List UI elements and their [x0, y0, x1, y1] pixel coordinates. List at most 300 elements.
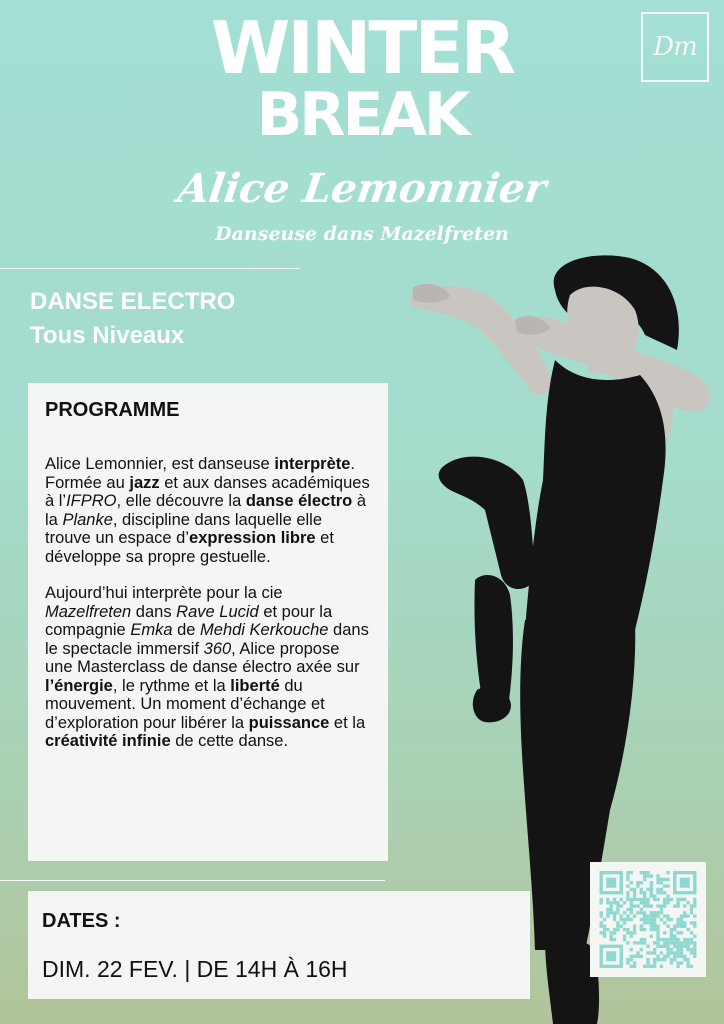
dates-value: DIM. 22 FEV. | DE 14H À 16H — [42, 956, 348, 982]
qr-module — [640, 941, 643, 944]
qr-module — [683, 938, 686, 941]
qr-module — [636, 884, 639, 887]
qr-module — [666, 925, 669, 928]
qr-module — [690, 921, 693, 924]
qr-module — [616, 904, 619, 907]
qr-module — [606, 914, 609, 917]
qr-module — [660, 965, 663, 968]
qr-module — [633, 894, 636, 897]
qr-module — [620, 925, 623, 928]
qr-module — [693, 955, 696, 958]
qr-module — [663, 891, 666, 894]
qr-module — [690, 941, 693, 944]
qr-module — [600, 931, 603, 934]
qr-module — [623, 918, 626, 921]
qr-module — [683, 911, 686, 914]
qr-module — [690, 965, 693, 968]
text-run: dans le spectacle immersif — [45, 621, 369, 658]
qr-module — [686, 965, 689, 968]
qr-module — [623, 938, 626, 941]
qr-module — [663, 898, 666, 901]
qr-module — [626, 918, 629, 921]
qr-module — [633, 961, 636, 964]
qr-module — [616, 928, 619, 931]
qr-module — [610, 931, 613, 934]
qr-module — [666, 901, 669, 904]
qr-module — [656, 931, 659, 934]
qr-module — [610, 935, 613, 938]
qr-module — [656, 945, 659, 948]
qr-module — [656, 914, 659, 917]
qr-module — [626, 878, 629, 881]
qr-module — [690, 951, 693, 954]
qr-module — [690, 931, 693, 934]
qr-module — [626, 914, 629, 917]
qr-module — [676, 948, 679, 951]
qr-module — [676, 945, 679, 948]
text-run: de cette danse. — [170, 732, 289, 750]
qr-module — [640, 928, 643, 931]
text-run: Rave Lucid — [176, 602, 259, 621]
dance-style: DANSE ELECTRO — [30, 288, 236, 315]
qr-module — [680, 948, 683, 951]
qr-module — [686, 961, 689, 964]
program-panel — [28, 383, 388, 861]
qr-module — [606, 911, 609, 914]
qr-module — [693, 951, 696, 954]
qr-module — [646, 958, 649, 961]
qr-module — [673, 955, 676, 958]
qr-module — [640, 948, 643, 951]
qr-module — [680, 898, 683, 901]
qr-module — [670, 941, 673, 944]
qr-module — [673, 935, 676, 938]
qr-module — [640, 881, 643, 884]
qr-module — [656, 878, 659, 881]
qr-module — [660, 938, 663, 941]
qr-module — [686, 945, 689, 948]
qr-module — [610, 904, 613, 907]
qr-module — [643, 898, 646, 901]
qr-module — [693, 945, 696, 948]
qr-module — [616, 925, 619, 928]
qr-module — [643, 928, 646, 931]
qr-module — [633, 914, 636, 917]
text-run: IFPRO — [66, 492, 117, 510]
qr-module — [670, 898, 673, 901]
qr-module — [623, 921, 626, 924]
qr-module — [630, 918, 633, 921]
qr-module — [640, 938, 643, 941]
qr-module — [653, 898, 656, 901]
qr-module — [650, 951, 653, 954]
text-run: et pour la compagnie — [45, 602, 333, 639]
qr-module — [686, 941, 689, 944]
qr-module — [656, 925, 659, 928]
text-run: et aux danses académiques à l’ — [45, 473, 370, 510]
qr-module — [680, 945, 683, 948]
qr-module — [683, 941, 686, 944]
qr-module — [663, 958, 666, 961]
qr-module — [656, 891, 659, 894]
qr-module — [633, 931, 636, 934]
qr-module — [613, 918, 616, 921]
qr-module — [680, 925, 683, 928]
qr-module — [660, 911, 663, 914]
qr-module — [630, 881, 633, 884]
qr-module — [663, 921, 666, 924]
qr-module — [650, 965, 653, 968]
qr-module — [690, 904, 693, 907]
qr-module — [686, 914, 689, 917]
qr-module — [693, 921, 696, 924]
qr-module — [620, 914, 623, 917]
qr-module — [653, 914, 656, 917]
qr-module — [683, 904, 686, 907]
qr-module — [653, 941, 656, 944]
qr-module — [643, 878, 646, 881]
qr-module — [676, 961, 679, 964]
qr-module — [636, 881, 639, 884]
qr-module — [616, 911, 619, 914]
qr-module — [653, 918, 656, 921]
qr-module — [666, 898, 669, 901]
qr-module — [683, 898, 686, 901]
qr-module — [616, 901, 619, 904]
qr-module — [660, 908, 663, 911]
qr-module — [670, 961, 673, 964]
qr-module — [670, 918, 673, 921]
qr-module — [663, 901, 666, 904]
qr-module — [686, 958, 689, 961]
qr-module — [670, 938, 673, 941]
qr-module — [656, 898, 659, 901]
qr-module — [676, 931, 679, 934]
qr-module — [646, 888, 649, 891]
qr-module — [613, 914, 616, 917]
text-run: danse électro — [245, 492, 353, 510]
qr-module — [643, 904, 646, 907]
qr-module — [643, 911, 646, 914]
qr-module — [636, 904, 639, 907]
qr-module — [636, 898, 639, 901]
qr-module — [620, 918, 623, 921]
text-run: liberté — [230, 676, 280, 695]
qr-module — [666, 951, 669, 954]
qr-module — [666, 941, 669, 944]
qr-module — [653, 928, 656, 931]
qr-module — [630, 911, 633, 914]
qr-module — [650, 921, 653, 924]
qr-module — [693, 914, 696, 917]
qr-module — [600, 925, 603, 928]
qr-module — [656, 935, 659, 938]
qr-module — [603, 931, 606, 934]
qr-module — [656, 938, 659, 941]
qr-module — [606, 901, 609, 904]
qr-module — [640, 925, 643, 928]
qr-module — [656, 941, 659, 944]
qr-module — [653, 911, 656, 914]
logo-text: Dm — [653, 32, 697, 62]
qr-module — [643, 874, 646, 877]
qr-module — [693, 948, 696, 951]
qr-module — [656, 958, 659, 961]
qr-module — [636, 955, 639, 958]
qr-module — [600, 911, 603, 914]
qr-module — [663, 904, 666, 907]
qr-module — [666, 918, 669, 921]
qr-module — [633, 891, 636, 894]
qr-module — [626, 908, 629, 911]
qr-module — [640, 901, 643, 904]
qr-module — [673, 925, 676, 928]
qr-module — [643, 901, 646, 904]
qr-module — [666, 914, 669, 917]
qr-module — [640, 908, 643, 911]
qr-module — [646, 914, 649, 917]
qr-module — [630, 871, 633, 874]
qr-module — [680, 921, 683, 924]
qr-module — [610, 908, 613, 911]
title-line-1: WINTER — [210, 6, 514, 90]
qr-module — [680, 941, 683, 944]
qr-module — [660, 951, 663, 954]
text-run: , le rythme et la — [112, 676, 231, 695]
qr-module — [693, 898, 696, 901]
title-line-2: BREAK — [256, 80, 468, 150]
qr-module — [660, 881, 663, 884]
qr-module — [613, 901, 616, 904]
qr-module — [676, 921, 679, 924]
qr-module — [686, 901, 689, 904]
qr-module — [683, 955, 686, 958]
text-run: dans — [131, 602, 177, 621]
qr-module — [630, 931, 633, 934]
qr-module — [650, 891, 653, 894]
text-run: Alice Lemonnier, est danseuse — [45, 455, 275, 473]
qr-module — [670, 935, 673, 938]
qr-module — [606, 928, 609, 931]
qr-module — [600, 921, 603, 924]
qr-module — [666, 894, 669, 897]
qr-module — [683, 958, 686, 961]
qr-module — [603, 935, 606, 938]
qr-module — [683, 925, 686, 928]
qr-module — [680, 918, 683, 921]
qr-module — [616, 921, 619, 924]
qr-module — [616, 908, 619, 911]
qr-module — [656, 888, 659, 891]
qr-module — [626, 898, 629, 901]
text-run: et développe sa propre gestuelle. — [45, 529, 334, 566]
text-run: 360 — [203, 639, 232, 658]
qr-module — [643, 938, 646, 941]
qr-module — [606, 898, 609, 901]
text-run: , Alice propose une Masterclass de danse électro axée sur — [45, 639, 360, 676]
qr-module — [606, 908, 609, 911]
qr-module — [626, 941, 629, 944]
qr-module — [683, 921, 686, 924]
qr-module — [650, 928, 653, 931]
qr-module — [660, 958, 663, 961]
qr-module — [656, 874, 659, 877]
qr-module — [686, 948, 689, 951]
qr-module — [650, 884, 653, 887]
qr-module — [646, 965, 649, 968]
qr-module — [630, 888, 633, 891]
qr-module — [693, 941, 696, 944]
qr-module — [630, 935, 633, 938]
qr-module — [676, 901, 679, 904]
qr-module — [643, 941, 646, 944]
qr-module — [626, 871, 629, 874]
qr-module — [656, 955, 659, 958]
qr-module — [646, 871, 649, 874]
qr-module — [650, 888, 653, 891]
program-paragraph-2 — [45, 584, 370, 751]
qr-module — [620, 904, 623, 907]
qr-module — [663, 878, 666, 881]
qr-module — [656, 881, 659, 884]
qr-module — [600, 898, 603, 901]
qr-module — [673, 945, 676, 948]
text-run: Emka — [130, 621, 173, 639]
qr-module — [603, 918, 606, 921]
qr-module — [663, 945, 666, 948]
qr-module — [633, 941, 636, 944]
qr-module — [646, 898, 649, 901]
qr-module — [666, 955, 669, 958]
qr-module — [653, 965, 656, 968]
text-run: l’énergie — [45, 676, 113, 695]
qr-module — [626, 931, 629, 934]
qr-module — [640, 955, 643, 958]
qr-module — [603, 928, 606, 931]
qr-module — [683, 914, 686, 917]
qr-module — [640, 911, 643, 914]
qr-module — [676, 925, 679, 928]
qr-module — [673, 958, 676, 961]
qr-module — [650, 881, 653, 884]
qr-module — [693, 901, 696, 904]
qr-module — [640, 871, 643, 874]
qr-module — [630, 955, 633, 958]
qr-module — [670, 931, 673, 934]
qr-module — [690, 948, 693, 951]
qr-module — [680, 951, 683, 954]
text-run: à la — [45, 492, 366, 529]
qr-code-graphic — [599, 871, 697, 968]
program-heading: PROGRAMME — [45, 399, 180, 421]
qr-module — [610, 901, 613, 904]
qr-module — [666, 878, 669, 881]
text-run: Mazelfreten — [45, 602, 132, 621]
qr-module — [650, 904, 653, 907]
qr-module — [613, 928, 616, 931]
qr-module — [683, 945, 686, 948]
qr-module — [670, 948, 673, 951]
qr-module — [646, 904, 649, 907]
qr-module — [650, 914, 653, 917]
qr-module — [666, 938, 669, 941]
qr-module — [623, 928, 626, 931]
text-run: , discipline dans laquelle elle trouve un espace d’ — [45, 510, 323, 547]
qr-module — [673, 938, 676, 941]
qr-module — [693, 925, 696, 928]
qr-module — [690, 911, 693, 914]
qr-module — [653, 894, 656, 897]
qr-module — [623, 901, 626, 904]
qr-module — [626, 958, 629, 961]
qr-module — [633, 965, 636, 968]
text-run: Mehdi Kerkouche — [200, 621, 329, 639]
qr-module — [626, 894, 629, 897]
qr-module — [640, 888, 643, 891]
text-run: créativité infinie — [45, 732, 171, 750]
qr-module — [650, 925, 653, 928]
qr-module — [666, 945, 669, 948]
text-run: expression libre — [189, 529, 316, 547]
qr-module — [653, 925, 656, 928]
qr-module — [630, 898, 633, 901]
qr-module — [650, 911, 653, 914]
qr-module — [633, 955, 636, 958]
qr-module — [650, 935, 653, 938]
qr-module — [623, 935, 626, 938]
qr-module — [653, 958, 656, 961]
qr-module — [640, 891, 643, 894]
text-run: du mouvement. Un moment d’échange et d’exploration pour libérer la — [45, 676, 325, 732]
qr-module — [656, 928, 659, 931]
qr-module — [673, 941, 676, 944]
qr-module — [613, 911, 616, 914]
text-run: jazz — [129, 473, 160, 492]
qr-module — [653, 921, 656, 924]
qr-module — [660, 888, 663, 891]
qr-module — [610, 911, 613, 914]
qr-module — [676, 938, 679, 941]
qr-module — [656, 904, 659, 907]
qr-module — [636, 941, 639, 944]
qr-module — [643, 894, 646, 897]
qr-module — [613, 898, 616, 901]
qr-module — [680, 914, 683, 917]
qr-module — [633, 888, 636, 891]
qr-module — [646, 918, 649, 921]
qr-module — [680, 878, 690, 888]
qr-module — [610, 938, 613, 941]
qr-module — [673, 904, 676, 907]
qr-module — [600, 914, 603, 917]
divider-top — [0, 268, 300, 269]
text-run: Planke — [62, 510, 113, 529]
qr-code-icon[interactable] — [590, 862, 706, 977]
qr-module — [680, 961, 683, 964]
qr-module — [676, 941, 679, 944]
qr-module — [630, 908, 633, 911]
qr-module — [660, 904, 663, 907]
qr-module — [650, 894, 653, 897]
artist-name: Alice Lemonnier — [174, 165, 550, 212]
qr-module — [643, 965, 646, 968]
qr-module — [603, 925, 606, 928]
qr-module — [693, 904, 696, 907]
qr-module — [663, 955, 666, 958]
qr-module — [670, 958, 673, 961]
qr-module — [663, 914, 666, 917]
text-run: . Formée au — [45, 455, 356, 492]
